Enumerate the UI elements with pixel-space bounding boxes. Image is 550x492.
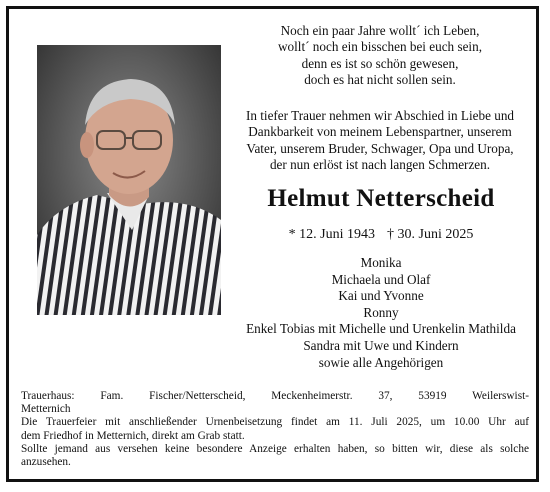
family-member: Sandra mit Uwe und Kindern <box>303 337 459 353</box>
family-member: Enkel Tobias mit Michelle und Urenkelin Mathilda <box>246 321 516 337</box>
intro-text <box>219 108 541 174</box>
notice-line: anzusehen. <box>21 456 71 469</box>
intro-line: der nun erlöst ist nach langen Schmerzen. <box>269 157 491 173</box>
life-dates <box>223 227 539 243</box>
ceremony-line: dem Friedhof in Metternich, direkt am Grab statt. <box>21 429 245 442</box>
family-member: Michaela und Olaf <box>331 271 431 287</box>
birth-date: * 12. Juni 1943 <box>288 227 375 242</box>
obituary-notice <box>6 6 539 482</box>
poem-line: wollt´ noch ein bisschen bei euch sein, <box>278 39 482 55</box>
poem <box>227 23 533 89</box>
mourning-house-line: Trauerhaus: Fam. Fischer/Netterscheid, Meckenheimerstr. 37, 53919 Weilerswist- <box>21 390 529 402</box>
intro-line: Dankbarkeit von meinem Lebenspartner, unserem <box>248 124 512 140</box>
intro-line: In tiefer Trauer nehmen wir Abschied in Liebe und <box>245 108 515 123</box>
notice-line: Sollte jemand aus versehen keine besondere Anzeige erhalten haben, so bitten wir, diese als solche <box>21 442 529 455</box>
intro-line: Vater, unserem Bruder, Schwager, Opa und Uropa, <box>246 140 514 156</box>
family-list <box>189 255 550 371</box>
poem-line: denn es ist so schön gewesen, <box>301 55 459 71</box>
death-date: † 30. Juni 2025 <box>387 227 474 242</box>
footer-info <box>21 390 529 469</box>
poem-line: doch es hat nicht sollen sein. <box>304 72 456 88</box>
deceased-name: Helmut Netterscheid <box>267 185 495 212</box>
family-member: Kai und Yvonne <box>338 288 424 304</box>
family-member: Monika <box>360 255 402 270</box>
ceremony-line: Die Trauerfeier mit anschließender Urnenbeisetzung findet am 11. Juli 2025, um 10.00 Uhr auf <box>21 416 529 429</box>
mourning-house-line: Metternich <box>21 403 71 416</box>
poem-line: Noch ein paar Jahre wollt´ ich Leben, <box>280 23 480 38</box>
family-member: sowie alle Angehörigen <box>318 354 444 370</box>
family-member: Ronny <box>363 304 399 320</box>
